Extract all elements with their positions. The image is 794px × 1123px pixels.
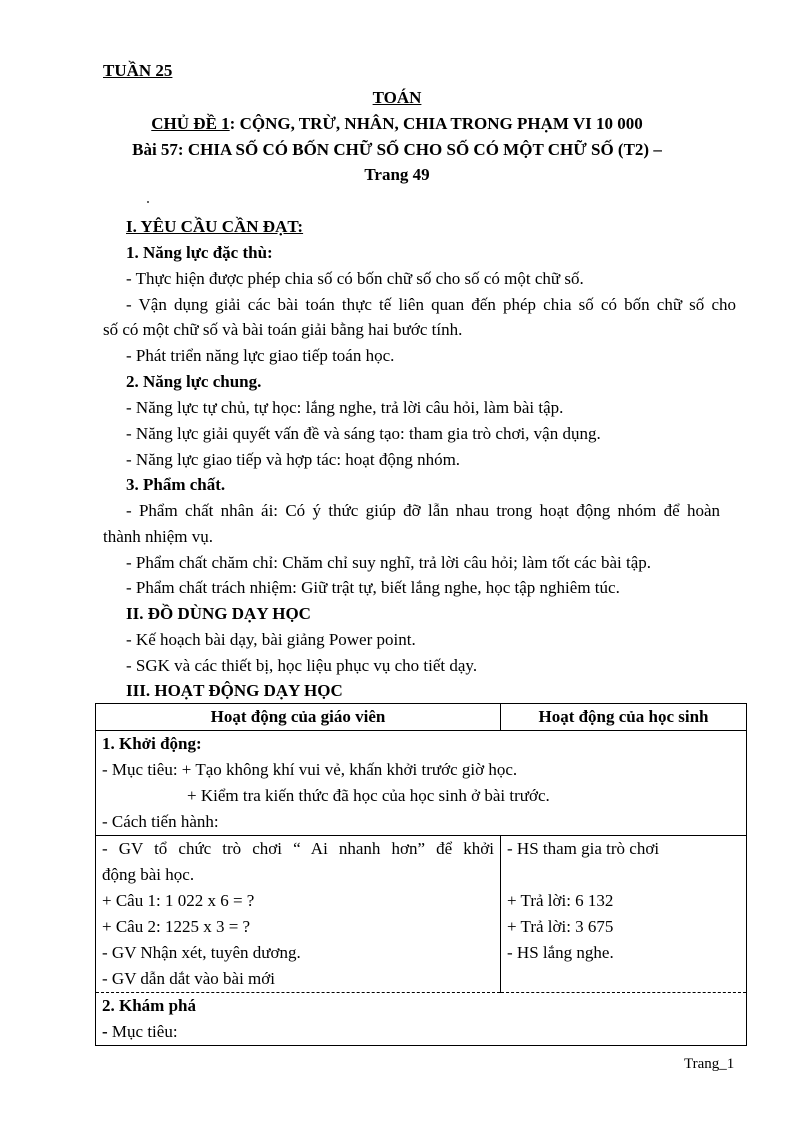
section2-item: - Kế hoạch bài dạy, bài giảng Power point. xyxy=(126,630,416,649)
section3-title: III. HOẠT ĐỘNG DẠY HỌC xyxy=(126,681,343,700)
sub1-item: - Thực hiện được phép chia số có bốn chữ số cho số có một chữ số. xyxy=(126,269,584,288)
teacher-line: động bài học. xyxy=(102,865,195,884)
topic-label: CHỦ ĐỀ 1 xyxy=(151,114,230,133)
teacher-activity-cell xyxy=(96,836,501,993)
student-line: + Trả lời: 6 132 xyxy=(507,891,614,910)
sub2-item: - Năng lực giao tiếp và hợp tác: hoạt động nhóm. xyxy=(126,450,461,469)
student-line: - HS lắng nghe. xyxy=(507,943,614,962)
student-line xyxy=(507,862,740,888)
sub1-item-cont: số có một chữ số và bài toán giải bằng hai bước tính. xyxy=(103,320,463,339)
student-line xyxy=(507,966,740,992)
table-row xyxy=(96,731,747,836)
part1-goal: + Kiểm tra kiến thức đã học của học sinh ở bài trước. xyxy=(187,786,550,805)
activities-table xyxy=(95,703,747,1046)
stray-dot xyxy=(147,201,149,203)
col-header-teacher: Hoạt động của giáo viên xyxy=(96,704,501,731)
teacher-line: + Câu 1: 1 022 x 6 = ? xyxy=(102,891,255,910)
table-row xyxy=(96,836,747,993)
col-header-student: Hoạt động của học sinh xyxy=(501,704,747,731)
page-number: Trang_1 xyxy=(684,1056,735,1072)
student-line: + Trả lời: 3 675 xyxy=(507,917,614,936)
topic-title xyxy=(0,114,794,134)
part2-goal xyxy=(102,1019,740,1045)
section1-sub1: 1. Năng lực đặc thù: xyxy=(126,243,273,262)
sub2-item: - Năng lực giải quyết vấn đề và sáng tạo: tham gia trò chơi, vận dụng. xyxy=(126,424,601,443)
table-row xyxy=(96,993,747,1046)
section1-sub3: 3. Phẩm chất. xyxy=(126,475,226,494)
sub2-item: - Năng lực tự chủ, tự học: lắng nghe, trả lời câu hỏi, làm bài tập. xyxy=(126,398,564,417)
student-line: - HS tham gia trò chơi xyxy=(507,839,660,858)
part1-intro-cell xyxy=(96,731,747,836)
teacher-line: - GV dẫn dắt vào bài mới xyxy=(102,969,275,988)
section2-item: - SGK và các thiết bị, học liệu phục vụ cho tiết dạy. xyxy=(126,656,478,675)
part2-goal-text: Mục tiêu: xyxy=(107,1022,178,1041)
sub1-item: - Vận dụng giải các bài toán thực tế liên quan đến phép chia số có bốn chữ số cho xyxy=(126,295,736,314)
section2-title: II. ĐỒ DÙNG DẠY HỌC xyxy=(126,604,311,623)
sub3-item: - Phẩm chất trách nhiệm: Giữ trật tự, biết lắng nghe, học tập nghiêm túc. xyxy=(126,578,620,597)
part1-goal: - Mục tiêu: + Tạo không khí vui vẻ, khấn khởi trước giờ học. xyxy=(102,760,518,779)
teacher-line: - GV tổ chức trò chơi “ Ai nhanh hơn” để khởi xyxy=(102,839,494,858)
table-header-row xyxy=(96,704,747,731)
teacher-line: + Câu 2: 1225 x 3 = ? xyxy=(102,917,251,936)
section1-title: I. YÊU CẦU CẦN ĐẠT: xyxy=(126,217,304,236)
part2-intro-cell xyxy=(96,993,747,1046)
sub1-item: - Phát triển năng lực giao tiếp toán học. xyxy=(126,346,395,365)
lesson-title-line1: Bài 57: CHIA SỐ CÓ BỐN CHỮ SỐ CHO SỐ CÓ MỘT CHỮ SỐ (T2) – xyxy=(132,140,662,159)
topic-rest: : CỘNG, TRỪ, NHÂN, CHIA TRONG PHẠM VI 10 000 xyxy=(229,114,643,133)
lesson-title-line2: Trang 49 xyxy=(364,165,430,184)
teacher-line: - GV Nhận xét, tuyên dương. xyxy=(102,943,301,962)
subject-title: TOÁN xyxy=(372,88,422,107)
part1-title: 1. Khởi động: xyxy=(102,734,202,753)
part2-title: 2. Khám phá xyxy=(102,996,196,1015)
sub3-item: - Phẩm chất nhân ái: Có ý thức giúp đỡ lẫn nhau trong hoạt động nhóm để hoàn xyxy=(126,501,720,520)
part2-goal-dash: - xyxy=(102,1022,108,1041)
sub3-item-cont: thành nhiệm vụ. xyxy=(103,527,214,546)
part1-method: - Cách tiến hành: xyxy=(102,812,219,831)
sub3-item: - Phẩm chất chăm chỉ: Chăm chỉ suy nghĩ, trả lời câu hỏi; làm tốt các bài tập. xyxy=(126,553,651,572)
section1-sub2: 2. Năng lực chung. xyxy=(126,372,262,391)
week-label: TUẦN 25 xyxy=(103,61,173,80)
student-activity-cell xyxy=(501,836,747,993)
